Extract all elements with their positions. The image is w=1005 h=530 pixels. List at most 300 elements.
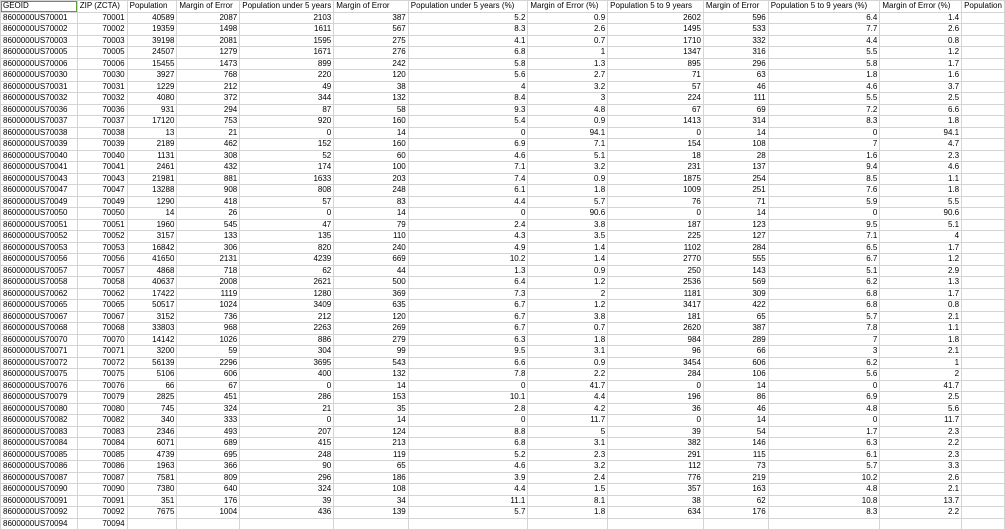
table-cell[interactable]: 6.8 [768, 288, 880, 300]
table-cell[interactable]: 1 [528, 47, 608, 59]
table-cell[interactable]: 8600000US70005 [1, 47, 78, 59]
column-header[interactable]: Population under 5 years [240, 1, 334, 13]
table-cell[interactable]: 3417 [608, 300, 704, 312]
table-cell[interactable]: 1611 [240, 24, 334, 36]
table-cell[interactable]: 306 [177, 242, 240, 254]
table-cell[interactable]: 1119 [177, 288, 240, 300]
table-cell[interactable]: 0 [408, 127, 528, 139]
table-cell[interactable] [962, 162, 1005, 174]
table-cell[interactable]: 2008 [177, 277, 240, 289]
table-cell[interactable]: 60 [334, 150, 409, 162]
table-cell[interactable]: 0 [240, 127, 334, 139]
table-cell[interactable]: 2620 [608, 323, 704, 335]
table-cell[interactable] [962, 231, 1005, 243]
table-cell[interactable]: 357 [608, 484, 704, 496]
column-header[interactable]: GEOID [1, 1, 78, 13]
table-cell[interactable]: 387 [334, 12, 409, 24]
table-cell[interactable]: 21 [240, 403, 334, 415]
table-cell[interactable]: 4.3 [408, 231, 528, 243]
table-cell[interactable]: 1595 [240, 35, 334, 47]
table-cell[interactable]: 70067 [77, 311, 127, 323]
table-cell[interactable]: 70072 [77, 357, 127, 369]
table-cell[interactable]: 10.2 [408, 254, 528, 266]
table-cell[interactable]: 14 [334, 380, 409, 392]
table-cell[interactable]: 8.3 [768, 116, 880, 128]
table-cell[interactable]: 108 [334, 484, 409, 496]
table-cell[interactable]: 90.6 [528, 208, 608, 220]
table-cell[interactable]: 8600000US70062 [1, 288, 78, 300]
table-cell[interactable]: 4 [408, 81, 528, 93]
table-cell[interactable]: 0 [768, 127, 880, 139]
table-cell[interactable]: 308 [177, 150, 240, 162]
table-cell[interactable]: 39 [608, 426, 704, 438]
table-cell[interactable]: 70006 [77, 58, 127, 70]
table-cell[interactable] [177, 518, 240, 530]
table-cell[interactable]: 1.3 [528, 58, 608, 70]
table-cell[interactable]: 1181 [608, 288, 704, 300]
table-cell[interactable]: 279 [334, 334, 409, 346]
table-cell[interactable]: 62 [703, 495, 768, 507]
table-cell[interactable]: 2346 [127, 426, 177, 438]
table-cell[interactable] [962, 311, 1005, 323]
table-cell[interactable]: 70049 [77, 196, 127, 208]
table-cell[interactable]: 344 [240, 93, 334, 105]
table-cell[interactable]: 3200 [127, 346, 177, 358]
table-cell[interactable]: 112 [608, 461, 704, 473]
table-cell[interactable]: 1875 [608, 173, 704, 185]
table-cell[interactable]: 186 [334, 472, 409, 484]
table-cell[interactable]: 2189 [127, 139, 177, 151]
table-cell[interactable]: 242 [334, 58, 409, 70]
table-cell[interactable] [962, 173, 1005, 185]
table-cell[interactable]: 8.3 [768, 507, 880, 519]
table-cell[interactable]: 2131 [177, 254, 240, 266]
table-cell[interactable]: 275 [334, 35, 409, 47]
table-cell[interactable]: 2.7 [528, 70, 608, 82]
table-cell[interactable]: 7.1 [768, 231, 880, 243]
table-cell[interactable]: 70056 [77, 254, 127, 266]
table-cell[interactable]: 71 [608, 70, 704, 82]
table-cell[interactable]: 366 [177, 461, 240, 473]
table-cell[interactable]: 5.2 [408, 449, 528, 461]
table-cell[interactable]: 1.1 [880, 173, 962, 185]
table-cell[interactable]: 35 [334, 403, 409, 415]
table-cell[interactable] [962, 127, 1005, 139]
table-cell[interactable] [962, 369, 1005, 381]
table-cell[interactable]: 14 [127, 208, 177, 220]
table-cell[interactable] [962, 24, 1005, 36]
table-cell[interactable]: 0.8 [880, 300, 962, 312]
table-cell[interactable]: 422 [703, 300, 768, 312]
table-cell[interactable]: 0.9 [528, 116, 608, 128]
table-cell[interactable]: 4.4 [528, 392, 608, 404]
table-cell[interactable]: 6.4 [408, 277, 528, 289]
table-cell[interactable]: 432 [177, 162, 240, 174]
table-cell[interactable]: 19359 [127, 24, 177, 36]
table-cell[interactable]: 606 [703, 357, 768, 369]
table-cell[interactable]: 8600000US70001 [1, 12, 78, 24]
table-cell[interactable]: 71 [703, 196, 768, 208]
table-cell[interactable] [962, 81, 1005, 93]
table-cell[interactable]: 14 [334, 208, 409, 220]
table-cell[interactable]: 4.1 [408, 35, 528, 47]
table-cell[interactable] [962, 12, 1005, 24]
table-cell[interactable]: 160 [334, 116, 409, 128]
table-cell[interactable] [962, 484, 1005, 496]
table-cell[interactable]: 6.8 [408, 438, 528, 450]
table-cell[interactable]: 26 [177, 208, 240, 220]
table-cell[interactable]: 920 [240, 116, 334, 128]
table-cell[interactable]: 8600000US70068 [1, 323, 78, 335]
table-cell[interactable]: 4.8 [768, 484, 880, 496]
table-cell[interactable]: 46 [703, 81, 768, 93]
table-cell[interactable]: 135 [240, 231, 334, 243]
table-cell[interactable]: 38 [334, 81, 409, 93]
table-cell[interactable]: 24507 [127, 47, 177, 59]
table-cell[interactable]: 387 [703, 323, 768, 335]
table-cell[interactable]: 21981 [127, 173, 177, 185]
table-cell[interactable]: 83 [334, 196, 409, 208]
column-header[interactable]: Margin of Error (%) [528, 1, 608, 13]
table-cell[interactable]: 1.8 [528, 185, 608, 197]
table-cell[interactable]: 2081 [177, 35, 240, 47]
table-cell[interactable]: 39 [240, 495, 334, 507]
table-cell[interactable]: 333 [177, 415, 240, 427]
table-cell[interactable]: 225 [608, 231, 704, 243]
table-cell[interactable] [962, 70, 1005, 82]
table-cell[interactable]: 67 [608, 104, 704, 116]
table-cell[interactable]: 4.6 [408, 150, 528, 162]
table-cell[interactable] [962, 288, 1005, 300]
table-cell[interactable]: 6.2 [768, 357, 880, 369]
table-cell[interactable]: 2.4 [528, 472, 608, 484]
table-cell[interactable]: 8600000US70052 [1, 231, 78, 243]
table-cell[interactable]: 70070 [77, 334, 127, 346]
table-cell[interactable]: 881 [177, 173, 240, 185]
table-cell[interactable]: 160 [334, 139, 409, 151]
table-cell[interactable]: 768 [177, 70, 240, 82]
table-cell[interactable]: 3695 [240, 357, 334, 369]
table-cell[interactable]: 1.8 [528, 507, 608, 519]
table-cell[interactable]: 8600000US70043 [1, 173, 78, 185]
table-cell[interactable]: 8600000US70003 [1, 35, 78, 47]
table-cell[interactable]: 3927 [127, 70, 177, 82]
table-cell[interactable]: 4 [880, 231, 962, 243]
table-cell[interactable]: 6.7 [408, 323, 528, 335]
table-cell[interactable]: 203 [334, 173, 409, 185]
table-cell[interactable]: 8600000US70084 [1, 438, 78, 450]
table-cell[interactable]: 1498 [177, 24, 240, 36]
table-cell[interactable] [962, 415, 1005, 427]
table-cell[interactable]: 57 [240, 196, 334, 208]
table-cell[interactable]: 1131 [127, 150, 177, 162]
table-cell[interactable]: 8600000US70037 [1, 116, 78, 128]
table-cell[interactable]: 931 [127, 104, 177, 116]
table-cell[interactable]: 332 [703, 35, 768, 47]
table-cell[interactable]: 5.1 [528, 150, 608, 162]
table-cell[interactable]: 10.8 [768, 495, 880, 507]
table-cell[interactable]: 6.1 [408, 185, 528, 197]
table-cell[interactable] [408, 518, 528, 530]
table-cell[interactable]: 49 [240, 81, 334, 93]
table-cell[interactable]: 567 [334, 24, 409, 36]
table-cell[interactable]: 59 [177, 346, 240, 358]
table-cell[interactable]: 248 [334, 185, 409, 197]
table-cell[interactable]: 2.5 [880, 392, 962, 404]
table-cell[interactable] [962, 346, 1005, 358]
table-cell[interactable]: 736 [177, 311, 240, 323]
table-cell[interactable]: 6.5 [768, 242, 880, 254]
table-cell[interactable]: 8600000US70085 [1, 449, 78, 461]
table-cell[interactable]: 6.3 [768, 438, 880, 450]
table-cell[interactable]: 70036 [77, 104, 127, 116]
table-cell[interactable]: 1413 [608, 116, 704, 128]
table-cell[interactable]: 13.7 [880, 495, 962, 507]
table-cell[interactable]: 8600000US70036 [1, 104, 78, 116]
table-cell[interactable]: 8600000US70032 [1, 93, 78, 105]
table-cell[interactable]: 718 [177, 265, 240, 277]
table-cell[interactable]: 4.8 [528, 104, 608, 116]
table-cell[interactable]: 1 [880, 357, 962, 369]
table-cell[interactable]: 2621 [240, 277, 334, 289]
table-cell[interactable]: 808 [240, 185, 334, 197]
table-cell[interactable]: 2.6 [528, 24, 608, 36]
table-cell[interactable]: 0 [408, 380, 528, 392]
table-cell[interactable]: 0.7 [528, 35, 608, 47]
table-cell[interactable]: 984 [608, 334, 704, 346]
table-cell[interactable]: 7380 [127, 484, 177, 496]
table-cell[interactable]: 296 [240, 472, 334, 484]
table-cell[interactable]: 41.7 [528, 380, 608, 392]
table-cell[interactable]: 669 [334, 254, 409, 266]
table-cell[interactable]: 1.5 [528, 484, 608, 496]
table-cell[interactable]: 555 [703, 254, 768, 266]
table-cell[interactable]: 8600000US70051 [1, 219, 78, 231]
table-cell[interactable]: 4080 [127, 93, 177, 105]
table-cell[interactable]: 1.1 [880, 323, 962, 335]
table-cell[interactable]: 8.4 [408, 93, 528, 105]
table-cell[interactable]: 13288 [127, 185, 177, 197]
table-cell[interactable]: 0 [608, 127, 704, 139]
table-cell[interactable]: 41650 [127, 254, 177, 266]
table-cell[interactable]: 2263 [240, 323, 334, 335]
table-cell[interactable]: 284 [608, 369, 704, 381]
table-cell[interactable]: 0 [608, 415, 704, 427]
table-cell[interactable]: 4.8 [768, 403, 880, 415]
table-cell[interactable]: 11.7 [880, 415, 962, 427]
table-cell[interactable] [962, 265, 1005, 277]
table-cell[interactable]: 6.1 [768, 449, 880, 461]
table-cell[interactable]: 7.7 [768, 24, 880, 36]
table-cell[interactable]: 79 [334, 219, 409, 231]
table-cell[interactable]: 8600000US70092 [1, 507, 78, 519]
table-cell[interactable]: 8600000US70065 [1, 300, 78, 312]
table-cell[interactable]: 65 [703, 311, 768, 323]
table-cell[interactable]: 146 [703, 438, 768, 450]
table-cell[interactable]: 70053 [77, 242, 127, 254]
table-cell[interactable]: 2.2 [528, 369, 608, 381]
table-cell[interactable]: 8600000US70049 [1, 196, 78, 208]
table-cell[interactable]: 70084 [77, 438, 127, 450]
table-cell[interactable]: 70030 [77, 70, 127, 82]
column-header[interactable]: Margin of Error [703, 1, 768, 13]
table-cell[interactable]: 1473 [177, 58, 240, 70]
table-cell[interactable]: 351 [127, 495, 177, 507]
table-cell[interactable]: 596 [703, 12, 768, 24]
table-cell[interactable]: 21 [177, 127, 240, 139]
table-cell[interactable]: 3.2 [528, 81, 608, 93]
table-cell[interactable]: 2.5 [880, 93, 962, 105]
table-cell[interactable]: 0 [240, 415, 334, 427]
table-cell[interactable]: 7581 [127, 472, 177, 484]
table-cell[interactable]: 3.1 [528, 438, 608, 450]
table-cell[interactable]: 9.4 [768, 162, 880, 174]
table-cell[interactable]: 1.6 [768, 150, 880, 162]
table-cell[interactable]: 70052 [77, 231, 127, 243]
table-cell[interactable]: 8600000US70067 [1, 311, 78, 323]
table-cell[interactable]: 8600000US70070 [1, 334, 78, 346]
table-cell[interactable]: 2.9 [880, 265, 962, 277]
table-cell[interactable]: 70051 [77, 219, 127, 231]
table-cell[interactable]: 100 [334, 162, 409, 174]
table-cell[interactable]: 1.8 [880, 116, 962, 128]
table-cell[interactable]: 8600000US70038 [1, 127, 78, 139]
table-cell[interactable]: 0.9 [528, 265, 608, 277]
table-cell[interactable]: 8600000US70040 [1, 150, 78, 162]
table-cell[interactable]: 6.7 [768, 254, 880, 266]
table-cell[interactable]: 2087 [177, 12, 240, 24]
table-cell[interactable]: 2.1 [880, 311, 962, 323]
table-cell[interactable]: 66 [127, 380, 177, 392]
table-cell[interactable]: 634 [608, 507, 704, 519]
table-cell[interactable]: 1280 [240, 288, 334, 300]
table-cell[interactable]: 70038 [77, 127, 127, 139]
table-cell[interactable]: 187 [608, 219, 704, 231]
table-cell[interactable]: 0.8 [880, 35, 962, 47]
table-cell[interactable] [962, 403, 1005, 415]
table-cell[interactable]: 3.8 [528, 311, 608, 323]
table-cell[interactable]: 2.1 [880, 346, 962, 358]
table-cell[interactable]: 309 [703, 288, 768, 300]
table-cell[interactable]: 11.1 [408, 495, 528, 507]
table-cell[interactable]: 968 [177, 323, 240, 335]
table-cell[interactable]: 0 [608, 208, 704, 220]
table-cell[interactable]: 123 [703, 219, 768, 231]
table-cell[interactable]: 8600000US70056 [1, 254, 78, 266]
table-cell[interactable]: 8.3 [408, 24, 528, 36]
table-cell[interactable] [528, 518, 608, 530]
table-cell[interactable]: 44 [334, 265, 409, 277]
table-cell[interactable]: 46 [703, 403, 768, 415]
table-cell[interactable]: 6.6 [408, 357, 528, 369]
table-cell[interactable]: 689 [177, 438, 240, 450]
table-cell[interactable]: 2461 [127, 162, 177, 174]
column-header[interactable]: Population [962, 1, 1005, 13]
column-header[interactable]: Margin of Error [334, 1, 409, 13]
table-cell[interactable]: 47 [240, 219, 334, 231]
table-cell[interactable]: 8.8 [408, 426, 528, 438]
table-cell[interactable]: 251 [703, 185, 768, 197]
table-cell[interactable]: 4868 [127, 265, 177, 277]
table-cell[interactable]: 2536 [608, 277, 704, 289]
table-cell[interactable] [962, 219, 1005, 231]
table-cell[interactable]: 8600000US70031 [1, 81, 78, 93]
table-cell[interactable]: 132 [334, 93, 409, 105]
table-cell[interactable]: 316 [703, 47, 768, 59]
table-cell[interactable]: 96 [608, 346, 704, 358]
table-cell[interactable]: 2103 [240, 12, 334, 24]
table-cell[interactable]: 1.8 [768, 70, 880, 82]
table-cell[interactable]: 286 [240, 392, 334, 404]
table-cell[interactable] [962, 495, 1005, 507]
table-cell[interactable]: 8600000US70082 [1, 415, 78, 427]
table-cell[interactable]: 6.8 [408, 47, 528, 59]
table-cell[interactable]: 545 [177, 219, 240, 231]
table-cell[interactable]: 34 [334, 495, 409, 507]
table-cell[interactable]: 62 [240, 265, 334, 277]
table-cell[interactable]: 7.8 [768, 323, 880, 335]
table-cell[interactable]: 70050 [77, 208, 127, 220]
table-cell[interactable]: 106 [703, 369, 768, 381]
table-cell[interactable]: 1024 [177, 300, 240, 312]
table-cell[interactable]: 0 [240, 380, 334, 392]
table-cell[interactable]: 324 [177, 403, 240, 415]
table-cell[interactable]: 5.4 [408, 116, 528, 128]
table-cell[interactable]: 1671 [240, 47, 334, 59]
table-cell[interactable]: 70003 [77, 35, 127, 47]
table-cell[interactable]: 5.1 [880, 219, 962, 231]
table-cell[interactable] [962, 461, 1005, 473]
table-cell[interactable]: 70043 [77, 173, 127, 185]
table-cell[interactable]: 65 [334, 461, 409, 473]
table-cell[interactable]: 8600000US70080 [1, 403, 78, 415]
table-cell[interactable]: 8600000US70057 [1, 265, 78, 277]
table-cell[interactable]: 4.7 [880, 139, 962, 151]
table-cell[interactable]: 70047 [77, 185, 127, 197]
table-cell[interactable]: 369 [334, 288, 409, 300]
table-cell[interactable]: 14 [703, 380, 768, 392]
table-cell[interactable]: 6.9 [768, 392, 880, 404]
table-cell[interactable]: 899 [240, 58, 334, 70]
table-cell[interactable]: 73 [703, 461, 768, 473]
table-cell[interactable]: 1.2 [528, 277, 608, 289]
table-cell[interactable]: 9.3 [408, 104, 528, 116]
table-cell[interactable]: 6.7 [408, 300, 528, 312]
column-header[interactable]: Margin of Error (%) [880, 1, 962, 13]
table-cell[interactable]: 8600000US70047 [1, 185, 78, 197]
table-cell[interactable]: 1963 [127, 461, 177, 473]
table-cell[interactable]: 70094 [77, 518, 127, 530]
table-cell[interactable]: 8600000US70075 [1, 369, 78, 381]
table-cell[interactable] [962, 139, 1005, 151]
table-cell[interactable]: 63 [703, 70, 768, 82]
table-cell[interactable]: 220 [240, 70, 334, 82]
table-cell[interactable] [962, 323, 1005, 335]
table-cell[interactable]: 163 [703, 484, 768, 496]
table-cell[interactable]: 111 [703, 93, 768, 105]
table-cell[interactable]: 1004 [177, 507, 240, 519]
column-header[interactable]: Margin of Error [177, 1, 240, 13]
table-cell[interactable]: 3 [768, 346, 880, 358]
table-cell[interactable]: 3.7 [880, 81, 962, 93]
table-cell[interactable]: 90.6 [880, 208, 962, 220]
table-cell[interactable]: 340 [127, 415, 177, 427]
table-cell[interactable]: 137 [703, 162, 768, 174]
table-cell[interactable]: 8600000US70030 [1, 70, 78, 82]
table-cell[interactable]: 5.5 [768, 93, 880, 105]
table-cell[interactable]: 5 [528, 426, 608, 438]
table-cell[interactable]: 70041 [77, 162, 127, 174]
